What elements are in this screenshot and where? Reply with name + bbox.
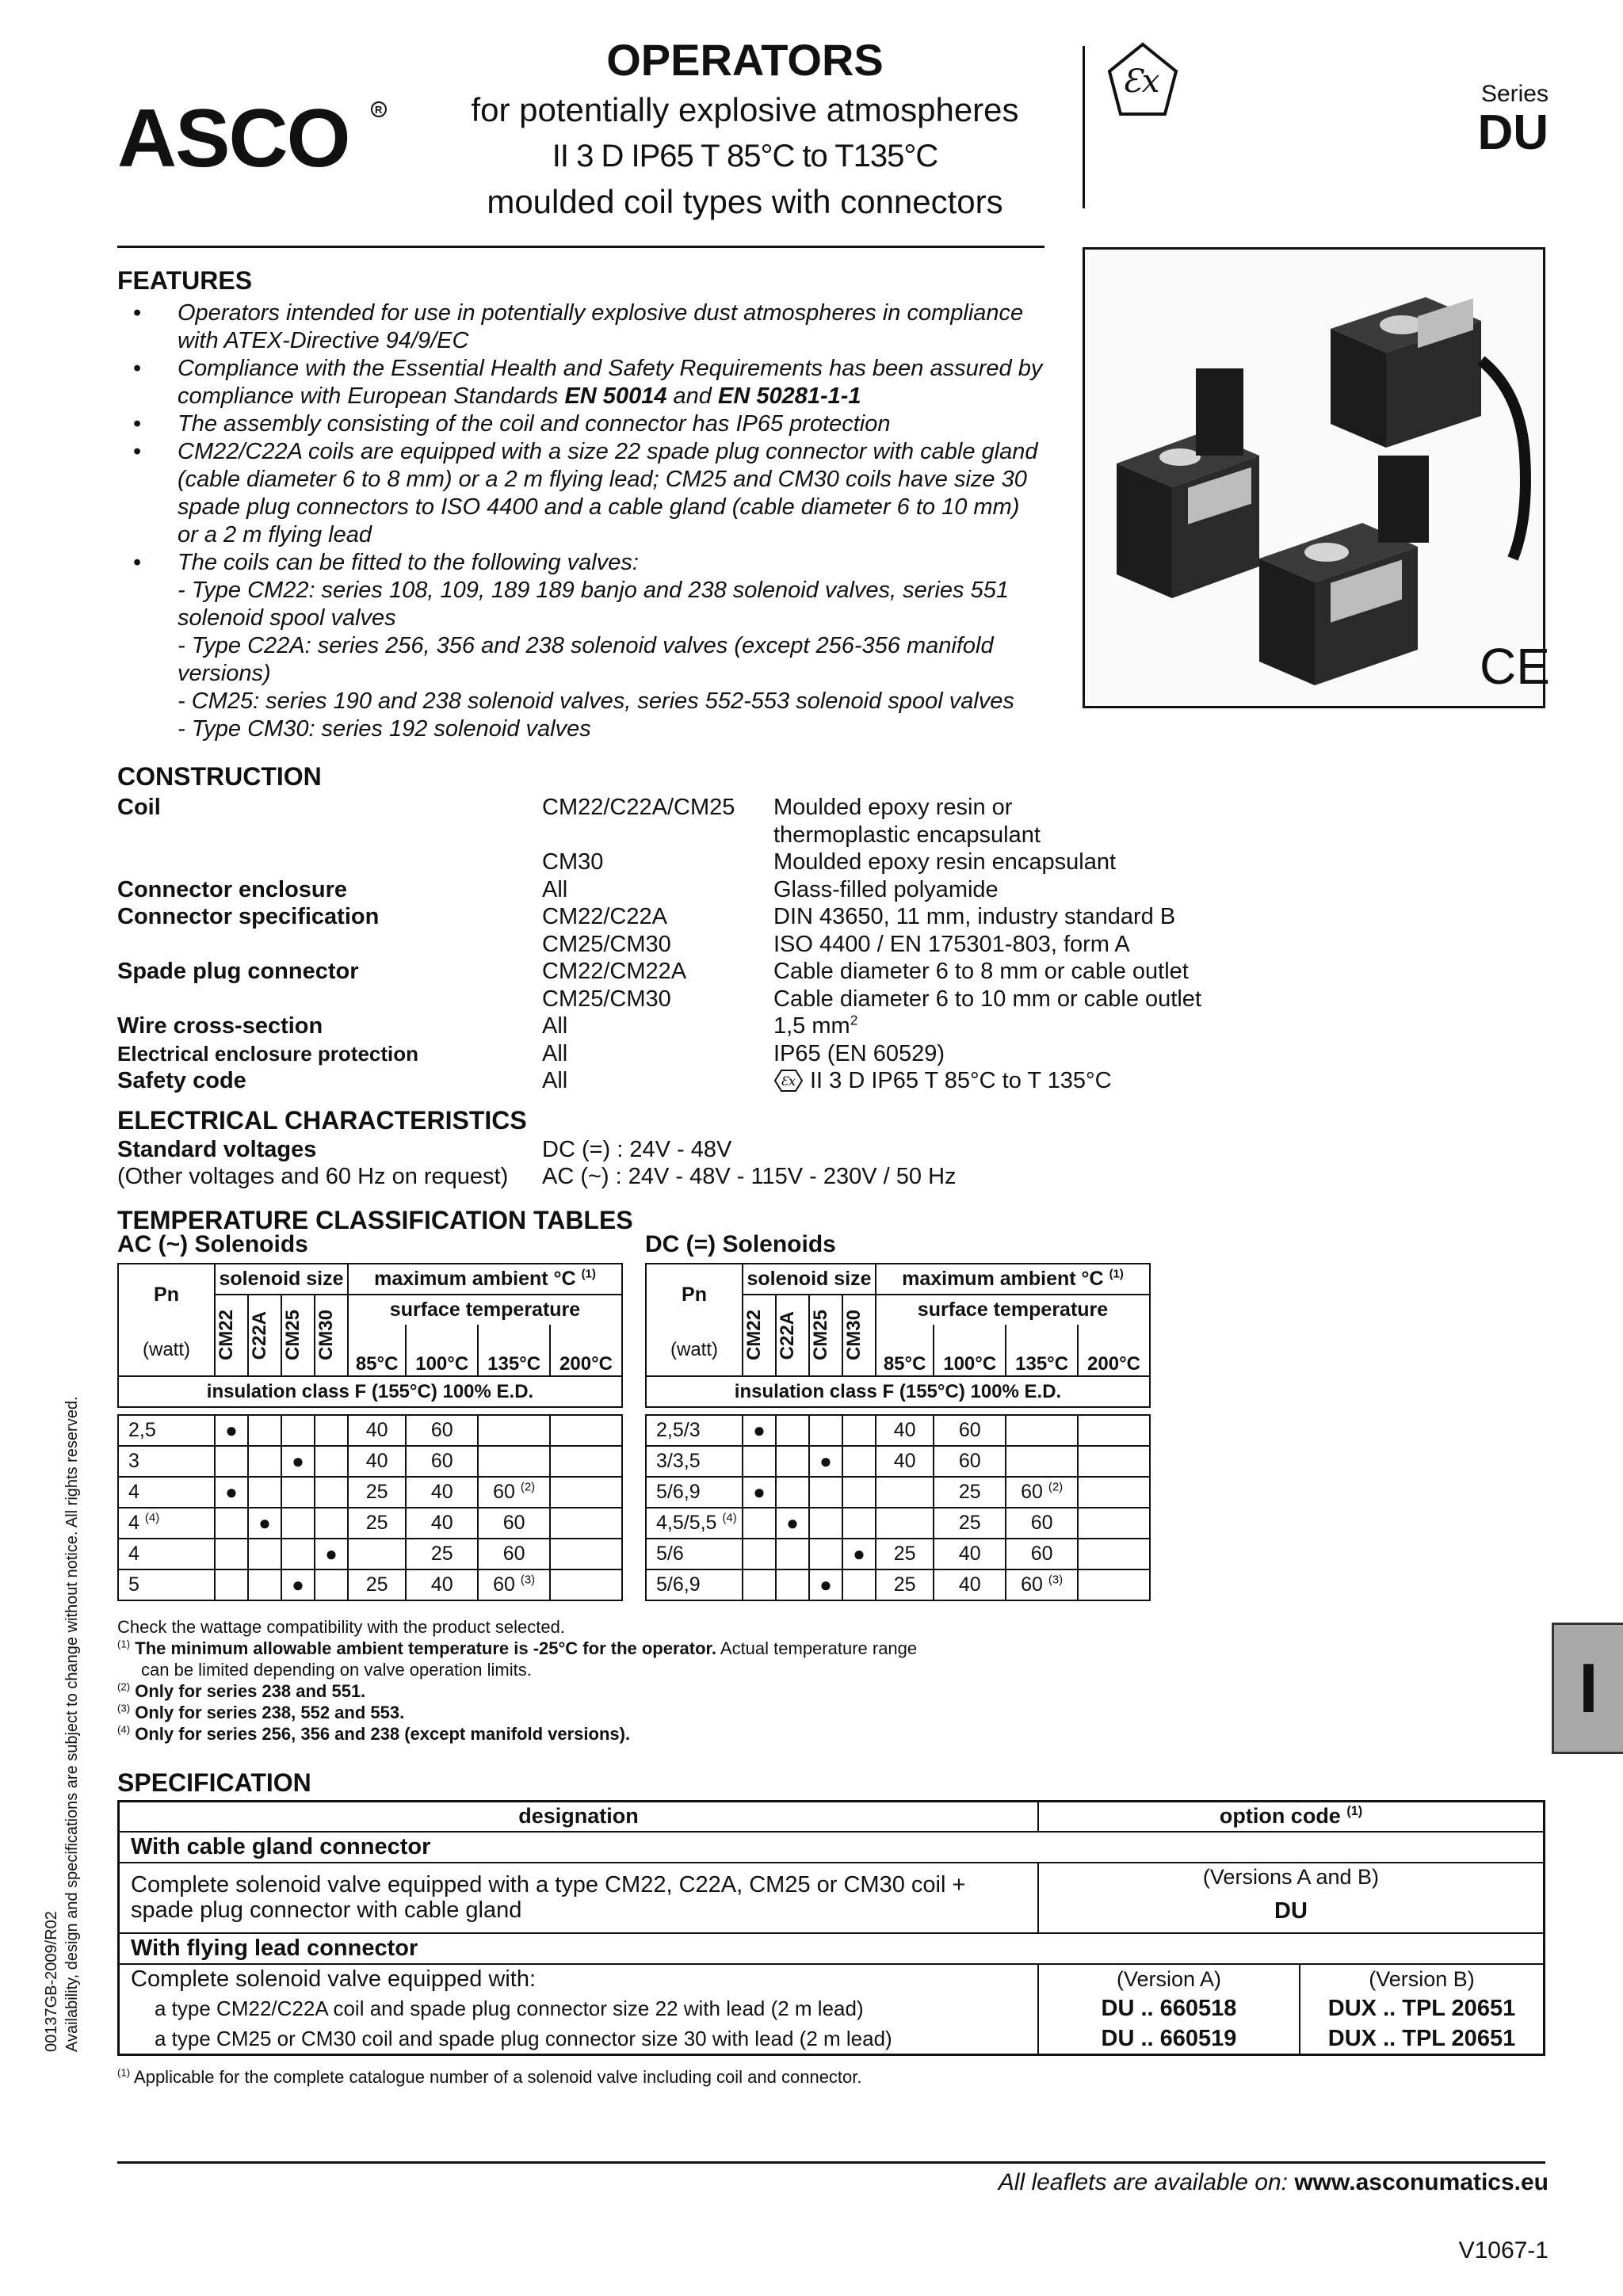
g2-row-code-b: DUX .. TPL 20651 xyxy=(1300,2024,1545,2055)
cell-temp: 60 xyxy=(1006,1539,1078,1569)
series-code: DU xyxy=(1477,105,1549,160)
hdr-temp: 135°C xyxy=(478,1325,550,1376)
cell-temp: 60 xyxy=(406,1415,478,1446)
col-designation: designation xyxy=(119,1802,1039,1832)
cell-coil xyxy=(248,1446,281,1477)
g1-code: DU xyxy=(1038,1891,1545,1933)
cell-pn: 2,5/3 xyxy=(646,1415,743,1446)
series-label: Series xyxy=(1480,81,1549,107)
construction-value: IP65 (EN 60529) xyxy=(773,1040,945,1066)
cell-temp: 60 $^{(3)}$ xyxy=(1006,1569,1078,1600)
hdr-temp: 100°C xyxy=(934,1325,1006,1376)
construction-value: Cable diameter 6 to 8 mm or cable outlet xyxy=(773,959,1189,984)
cell-temp: 25 xyxy=(348,1508,406,1539)
cell-temp xyxy=(478,1415,550,1446)
temperature-notes xyxy=(117,1616,1068,1745)
side-doc-code: 00137GB-2009/R02 xyxy=(43,1911,60,2052)
product-photo xyxy=(1083,247,1550,708)
cell-coil xyxy=(776,1539,809,1569)
cell-coil xyxy=(315,1508,348,1539)
electrical-heading: ELECTRICAL CHARACTERISTICS xyxy=(117,1106,527,1135)
construction-heading: CONSTRUCTION xyxy=(117,762,322,791)
construction-type: CM30 xyxy=(542,849,604,875)
cell-temp: 40 xyxy=(406,1508,478,1539)
g2-row-desc: a type CM25 or CM30 coil and spade plug connector size 30 with lead (2 m lead) xyxy=(119,2024,1039,2055)
page-title: OPERATORS xyxy=(606,35,884,85)
cell-coil xyxy=(315,1415,348,1446)
valve-compat-item: - CM25: series 190 and 238 solenoid valves, series 552-553 solenoid spool valves xyxy=(178,688,1014,714)
cell-pn: 3 xyxy=(118,1446,215,1477)
feature-item: • The coils can be fitted to the following valves: xyxy=(133,550,639,575)
cell-coil xyxy=(281,1446,315,1477)
cell-temp xyxy=(1078,1508,1150,1539)
cell-coil xyxy=(281,1477,315,1508)
insulation-class: insulation class F (155°C) 100% E.D. xyxy=(118,1376,622,1407)
cell-pn: 4,5/5,5 $^{(4)}$ xyxy=(646,1508,743,1539)
cell-temp xyxy=(1078,1539,1150,1569)
coil-dot-icon: ● xyxy=(258,1511,271,1535)
cell-coil xyxy=(248,1508,281,1539)
note-3: $^{(3)}$ Only for series 238, 552 and 553. xyxy=(117,1702,405,1722)
cell-temp: 25 xyxy=(876,1569,934,1600)
cell-temp xyxy=(876,1477,934,1508)
side-legal-text: Availability, design and specifications are subject to change without notice. All rights reserved. xyxy=(63,1396,81,2052)
cell-coil xyxy=(315,1446,348,1477)
coil-dot-icon: ● xyxy=(819,1449,832,1473)
cell-coil xyxy=(842,1477,876,1508)
hdr-pn: Pn xyxy=(646,1264,743,1325)
cell-temp: 40 xyxy=(934,1569,1006,1600)
cell-temp xyxy=(876,1508,934,1539)
table-row xyxy=(646,1415,1150,1446)
cell-temp: 60 $^{(2)}$ xyxy=(478,1477,550,1508)
construction-type: All xyxy=(542,1040,568,1066)
feature-item: • Compliance with the Essential Health and Safety Requirements has been assured by compliance with European Standards EN 50014 and EN 50281-1-1 xyxy=(133,356,1043,409)
cell-coil xyxy=(809,1446,842,1477)
hdr-coil: CM30 xyxy=(842,1295,876,1376)
cell-coil xyxy=(809,1477,842,1508)
cell-coil xyxy=(842,1508,876,1539)
cell-coil xyxy=(743,1477,776,1508)
cell-coil xyxy=(215,1569,248,1600)
table-row xyxy=(646,1569,1150,1600)
cell-coil xyxy=(315,1539,348,1569)
note-4: $^{(4)}$ Only for series 256, 356 and 238 (except manifold versions). xyxy=(117,1723,631,1744)
hdr-temp: 85°C xyxy=(348,1325,406,1376)
hdr-coil: CM22 xyxy=(743,1295,776,1376)
cell-coil xyxy=(281,1539,315,1569)
note-1-cont: can be limited depending on valve operation limits. xyxy=(141,1660,532,1680)
cell-temp xyxy=(550,1415,622,1446)
valve-compat-item: - Type CM30: series 192 solenoid valves xyxy=(178,716,591,742)
subtitle-line-2: II 3 D IP65 T 85°C to T135°C xyxy=(552,139,938,174)
ac-temperature-table xyxy=(117,1263,623,1601)
construction-value: Ɛx II 3 D IP65 T 85°C to T 135°C xyxy=(773,1067,1112,1095)
coil-dot-icon: ● xyxy=(325,1542,338,1566)
cell-pn: 4 xyxy=(118,1539,215,1569)
table-row xyxy=(118,1569,622,1600)
cell-pn: 5 xyxy=(118,1569,215,1600)
construction-type: CM25/CM30 xyxy=(542,931,671,957)
hdr-coil: CM22 xyxy=(215,1295,248,1376)
cell-temp: 25 xyxy=(934,1477,1006,1508)
table-row xyxy=(118,1446,622,1477)
coil-dot-icon: ● xyxy=(292,1573,304,1596)
standard-voltages-label: Standard voltages xyxy=(117,1137,317,1162)
construction-label: Spade plug connector xyxy=(117,959,359,984)
svg-text:Ɛx: Ɛx xyxy=(781,1074,796,1089)
construction-label: Connector specification xyxy=(117,904,380,929)
subtitle-line-1: for potentially explosive atmospheres xyxy=(471,91,1019,128)
cell-temp: 25 xyxy=(348,1477,406,1508)
cell-temp: 25 xyxy=(406,1539,478,1569)
cell-temp xyxy=(550,1539,622,1569)
cell-temp: 40 xyxy=(876,1415,934,1446)
table-row xyxy=(118,1539,622,1569)
cell-pn: 2,5 xyxy=(118,1415,215,1446)
construction-value: thermoplastic encapsulant xyxy=(773,822,1041,848)
cell-temp xyxy=(348,1539,406,1569)
coil-dot-icon: ● xyxy=(225,1480,238,1504)
cell-temp xyxy=(1078,1477,1150,1508)
cell-temp: 40 xyxy=(934,1539,1006,1569)
cell-coil xyxy=(743,1446,776,1477)
table-row xyxy=(646,1477,1150,1508)
cell-coil xyxy=(315,1569,348,1600)
cell-temp xyxy=(1078,1446,1150,1477)
specification-table xyxy=(117,1800,1545,2056)
construction-type: All xyxy=(542,1068,568,1093)
hdr-watt: (watt) xyxy=(118,1325,215,1376)
svg-text:Ɛx: Ɛx xyxy=(1122,63,1160,100)
cell-pn: 5/6 xyxy=(646,1539,743,1569)
cell-temp: 40 xyxy=(876,1446,934,1477)
construction-type: CM22/CM22A xyxy=(542,959,687,984)
valve-compat-item: - Type C22A: series 256, 356 and 238 solenoid valves (except 256-356 manifold versions) xyxy=(178,633,994,686)
hdr-max-ambient: maximum ambient °C $^{(1)}$ xyxy=(348,1264,622,1295)
feature-item: • Operators intended for use in potentially explosive dust atmospheres in compliance with ATEX-Directive 94/9/EC xyxy=(133,300,1024,353)
hdr-temp: 85°C xyxy=(876,1325,934,1376)
cell-coil xyxy=(842,1446,876,1477)
cell-temp xyxy=(550,1446,622,1477)
g1-versions: (Versions A and B) xyxy=(1038,1863,1545,1891)
cell-temp: 60 xyxy=(406,1446,478,1477)
hdr-temp: 200°C xyxy=(550,1325,622,1376)
page-code: V1067-1 xyxy=(1458,2237,1549,2264)
subtitle-line-3: moulded coil types with connectors xyxy=(487,183,1003,220)
g2-row-code-a: DU .. 660519 xyxy=(1038,2024,1300,2055)
cell-coil xyxy=(743,1539,776,1569)
cell-coil xyxy=(743,1569,776,1600)
other-voltages-label: (Other voltages and 60 Hz on request) xyxy=(117,1164,509,1189)
cell-coil xyxy=(248,1415,281,1446)
cell-temp xyxy=(1078,1569,1150,1600)
coil-dot-icon: ● xyxy=(753,1418,766,1442)
note-2: $^{(2)}$ Only for series 238 and 551. xyxy=(117,1680,366,1701)
coil-dot-icon: ● xyxy=(292,1449,304,1473)
cell-pn: 4 xyxy=(118,1477,215,1508)
svg-text:R: R xyxy=(375,104,383,116)
cell-temp xyxy=(1078,1415,1150,1446)
hdr-coil: CM25 xyxy=(281,1295,315,1376)
construction-label: Coil xyxy=(117,795,161,820)
cell-temp: 60 $^{(3)}$ xyxy=(478,1569,550,1600)
specification-heading: SPECIFICATION xyxy=(117,1768,311,1797)
hdr-temp: 100°C xyxy=(406,1325,478,1376)
construction-type: CM25/CM30 xyxy=(542,986,671,1012)
note-1: $^{(1)}$ The minimum allowable ambient temperature is -25°C for the operator. Actual temperature range xyxy=(117,1638,918,1658)
coil-dot-icon: ● xyxy=(753,1480,766,1504)
cell-pn: 5/6,9 xyxy=(646,1569,743,1600)
dc-table-title: DC (=) Solenoids xyxy=(645,1231,836,1257)
cell-temp: 60 xyxy=(934,1446,1006,1477)
hdr-pn: Pn xyxy=(118,1264,215,1325)
hdr-coil: C22A xyxy=(248,1295,281,1376)
table-row xyxy=(118,1477,622,1508)
hdr-max-ambient: maximum ambient °C $^{(1)}$ xyxy=(876,1264,1150,1295)
version-a-label: (Version A) xyxy=(1038,1964,1300,1994)
construction-value: Glass-filled polyamide xyxy=(773,876,999,902)
cell-coil xyxy=(776,1508,809,1539)
ac-table-title: AC (~) Solenoids xyxy=(117,1231,308,1257)
cell-temp: 60 $^{(2)}$ xyxy=(1006,1477,1078,1508)
cell-coil xyxy=(248,1569,281,1600)
cell-coil xyxy=(776,1446,809,1477)
construction-value: 1,5 $mm^2$ xyxy=(773,1012,858,1039)
cell-coil xyxy=(315,1477,348,1508)
cell-temp: 60 xyxy=(934,1415,1006,1446)
g1-description: Complete solenoid valve equipped with a type CM22, C22A, CM25 or CM30 coil + spade plug connector with cable gland xyxy=(119,1863,1039,1933)
cell-pn: 5/6,9 xyxy=(646,1477,743,1508)
note-check: Check the wattage compatibility with the product selected. xyxy=(117,1617,565,1637)
cell-coil xyxy=(809,1539,842,1569)
cell-coil xyxy=(776,1415,809,1446)
g2-row-desc: a type CM22/C22A coil and spade plug connector size 22 with lead (2 m lead) xyxy=(119,1994,1039,2024)
cell-coil xyxy=(248,1539,281,1569)
brand-text: ASCO xyxy=(117,93,349,185)
cell-coil xyxy=(215,1415,248,1446)
cell-coil xyxy=(281,1508,315,1539)
cell-temp: 60 xyxy=(1006,1508,1078,1539)
g2-row-code-a: DU .. 660518 xyxy=(1038,1994,1300,2024)
hdr-temp: 200°C xyxy=(1078,1325,1150,1376)
hdr-surface-temp: surface temperature xyxy=(348,1295,622,1325)
cell-temp: 40 xyxy=(406,1477,478,1508)
ex-atex-icon xyxy=(1103,41,1182,120)
cell-temp xyxy=(550,1477,622,1508)
table-row xyxy=(118,1415,622,1446)
cell-temp xyxy=(1006,1446,1078,1477)
coil-dot-icon: ● xyxy=(225,1418,238,1442)
cell-temp: 60 xyxy=(478,1539,550,1569)
group-flying-lead: With flying lead connector xyxy=(119,1933,1545,1964)
cell-temp: 25 xyxy=(934,1508,1006,1539)
cell-temp xyxy=(550,1569,622,1600)
table-row xyxy=(646,1446,1150,1477)
header-rule xyxy=(117,246,1044,248)
hdr-coil: CM30 xyxy=(315,1295,348,1376)
coil-dot-icon: ● xyxy=(853,1542,865,1566)
construction-label: Connector enclosure xyxy=(117,876,348,902)
construction-value: Moulded epoxy resin encapsulant xyxy=(773,849,1117,875)
construction-type: All xyxy=(542,876,568,902)
construction-value: Moulded epoxy resin or xyxy=(773,795,1013,820)
construction-value: Cable diameter 6 to 10 mm or cable outlet xyxy=(773,986,1201,1012)
features-list xyxy=(117,299,1044,743)
col-option-code: option code $^{(1)}$ xyxy=(1038,1802,1545,1832)
dc-temperature-table xyxy=(645,1263,1151,1601)
feature-item: • CM22/C22A coils are equipped with a size 22 spade plug connector with cable gland (cable diameter 6 to 8 mm) or a 2 m flying lead; CM25 and CM30 coils have size 30 spade plug connectors to ISO 4400 and a cable gland (cable diameter 6 to 10 mm) or a 2 m flying lead xyxy=(133,439,1038,547)
specification-footnote: $^{(1)}$ Applicable for the complete catalogue number of a solenoid valve including coil and connector. xyxy=(117,2066,862,2087)
insulation-class: insulation class F (155°C) 100% E.D. xyxy=(646,1376,1150,1407)
header-divider xyxy=(1083,46,1085,208)
cell-temp: 40 xyxy=(348,1446,406,1477)
cell-temp xyxy=(550,1508,622,1539)
cell-coil xyxy=(281,1569,315,1600)
cell-coil xyxy=(743,1415,776,1446)
footer-text: All leaflets are available on: www.asconumatics.eu xyxy=(998,2169,1549,2195)
cell-coil xyxy=(215,1477,248,1508)
cell-coil xyxy=(776,1569,809,1600)
hdr-coil: CM25 xyxy=(809,1295,842,1376)
g2-row-code-b: DUX .. TPL 20651 xyxy=(1300,1994,1545,2024)
cell-coil xyxy=(248,1477,281,1508)
cell-coil xyxy=(215,1508,248,1539)
construction-label: Safety code xyxy=(117,1068,246,1093)
cell-temp: 25 xyxy=(876,1539,934,1569)
construction-label: Electrical enclosure protection xyxy=(117,1041,419,1066)
temperature-heading: TEMPERATURE CLASSIFICATION TABLES xyxy=(117,1206,633,1234)
cell-temp: 60 xyxy=(478,1508,550,1539)
version-b-label: (Version B) xyxy=(1300,1964,1545,1994)
cell-coil xyxy=(842,1539,876,1569)
cell-temp: 25 xyxy=(348,1569,406,1600)
construction-value: DIN 43650, 11 mm, industry standard B xyxy=(773,904,1176,929)
construction-type: CM22/C22A xyxy=(542,904,667,929)
coil-dot-icon: ● xyxy=(786,1511,799,1535)
table-row xyxy=(118,1508,622,1539)
feature-item: • The assembly consisting of the coil and connector has IP65 protection xyxy=(133,411,891,437)
construction-type: CM22/C22A/CM25 xyxy=(542,795,735,820)
table-row xyxy=(646,1508,1150,1539)
group-cable-gland: With cable gland connector xyxy=(119,1832,1545,1863)
hdr-surface-temp: surface temperature xyxy=(876,1295,1150,1325)
hdr-solenoid-size: solenoid size xyxy=(215,1264,348,1295)
cell-coil xyxy=(776,1477,809,1508)
construction-type: All xyxy=(542,1013,568,1039)
hdr-temp: 135°C xyxy=(1006,1325,1078,1376)
cell-coil xyxy=(842,1415,876,1446)
cell-coil xyxy=(281,1415,315,1446)
footer-rule xyxy=(117,2161,1545,2164)
solenoid-coils-illustration xyxy=(1085,250,1550,706)
ex-hexagon-icon xyxy=(773,1069,804,1093)
cell-pn: 4 $^{(4)}$ xyxy=(118,1508,215,1539)
features-heading: FEATURES xyxy=(117,266,253,295)
coil-dot-icon: ● xyxy=(819,1573,832,1596)
asco-logo xyxy=(117,93,387,185)
section-tab-i[interactable]: I xyxy=(1552,1623,1623,1754)
footer-url[interactable]: www.asconumatics.eu xyxy=(1294,2169,1549,2195)
cell-coil xyxy=(809,1508,842,1539)
cell-pn: 3/3,5 xyxy=(646,1446,743,1477)
hdr-watt: (watt) xyxy=(646,1325,743,1376)
cell-coil xyxy=(809,1569,842,1600)
cell-coil xyxy=(809,1415,842,1446)
cell-temp: 40 xyxy=(406,1569,478,1600)
other-voltages-value: AC (~) : 24V - 48V - 115V - 230V / 50 Hz xyxy=(542,1164,957,1189)
standard-voltages-value: DC (=) : 24V - 48V xyxy=(542,1137,732,1162)
cell-coil xyxy=(215,1446,248,1477)
cell-temp xyxy=(1006,1415,1078,1446)
cell-coil xyxy=(743,1508,776,1539)
cell-coil xyxy=(842,1569,876,1600)
construction-label: Wire cross-section xyxy=(117,1013,323,1039)
title-block xyxy=(444,33,1046,225)
construction-value: ISO 4400 / EN 175301-803, form A xyxy=(773,931,1130,957)
valve-compat-item: - Type CM22: series 108, 109, 189 189 banjo and 238 solenoid valves, series 551 solenoid spool valves xyxy=(178,578,1009,631)
table-row xyxy=(646,1539,1150,1569)
g2-description: Complete solenoid valve equipped with: xyxy=(119,1964,1039,1994)
ce-mark: CE xyxy=(1480,638,1550,695)
cell-coil xyxy=(215,1539,248,1569)
cell-temp xyxy=(478,1446,550,1477)
hdr-solenoid-size: solenoid size xyxy=(743,1264,876,1295)
hdr-coil: C22A xyxy=(776,1295,809,1376)
cell-temp: 40 xyxy=(348,1415,406,1446)
